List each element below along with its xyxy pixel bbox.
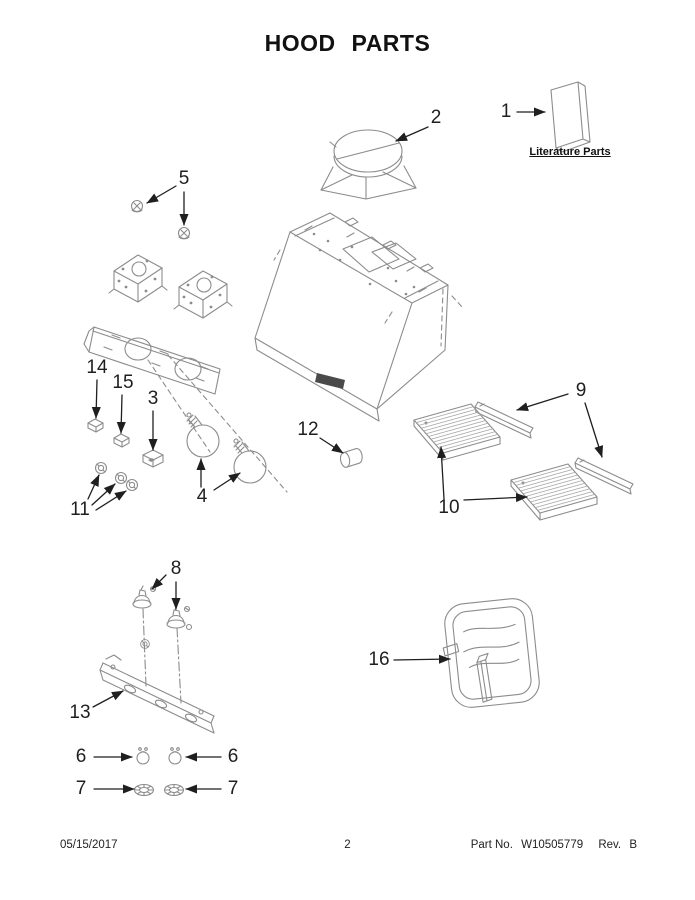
- footer-part-number: [471, 839, 637, 851]
- callout-arrow-13: [93, 691, 123, 707]
- callout-7-left: 7: [75, 778, 87, 799]
- callout-arrows: [88, 112, 602, 789]
- alignment-dashed-leaders: [148, 355, 287, 492]
- callout-1: 1: [500, 101, 512, 122]
- filter-rail-drawing: [475, 402, 633, 494]
- callout-8: 8: [170, 558, 182, 579]
- hood-body-drawing: [255, 213, 462, 421]
- callout-12: 12: [297, 419, 319, 440]
- callout-13: 13: [69, 702, 91, 723]
- keps-nut-drawing: [96, 463, 138, 491]
- charcoal-filter-drawing: [439, 597, 541, 710]
- lens-ring-drawing: [135, 785, 184, 796]
- callout-5: 5: [178, 168, 190, 189]
- callout-15: 15: [112, 372, 134, 393]
- lamp-socket-drawing: [133, 586, 192, 703]
- callout-3: 3: [147, 388, 159, 409]
- footer-part-value: W10505779: [521, 839, 584, 851]
- spacer-drawing: [339, 448, 364, 468]
- callout-6-right: 6: [227, 746, 239, 767]
- callout-arrow-5a: [147, 186, 176, 203]
- callout-7-right: 7: [227, 778, 239, 799]
- callout-arrow-12: [320, 438, 343, 453]
- callout-arrow-11a: [88, 475, 99, 499]
- light-bulb-drawing: [187, 413, 266, 483]
- callout-arrow-11c: [96, 491, 126, 510]
- callout-16: 16: [368, 649, 390, 670]
- blower-bracket-drawing: [109, 255, 232, 318]
- callout-9: 9: [575, 380, 587, 401]
- callout-6-left: 6: [75, 746, 87, 767]
- literature-parts-caption: Literature Parts: [529, 146, 611, 158]
- callout-arrow-4b: [214, 473, 240, 490]
- callout-arrow-2: [396, 127, 428, 141]
- damper-drawing: [321, 130, 416, 199]
- small-bulb-drawing: [137, 748, 181, 764]
- footer-revision-label: Rev.: [598, 839, 622, 851]
- callout-arrow-9b: [585, 403, 602, 457]
- callout-4: 4: [196, 486, 208, 507]
- callout-14: 14: [86, 357, 108, 378]
- callout-arrow-11b: [92, 484, 115, 505]
- callout-arrow-10b: [464, 497, 527, 500]
- callout-10: 10: [438, 497, 460, 518]
- receptacle-box-drawing: [143, 450, 163, 467]
- callout-11: 11: [70, 499, 90, 520]
- callout-arrow-14: [96, 380, 97, 418]
- callout-2: 2: [430, 107, 442, 128]
- footer-date: 05/15/2017: [60, 839, 118, 851]
- callout-arrow-9a: [517, 394, 568, 410]
- page-title: HOOD PARTS: [264, 30, 431, 56]
- vent-screw-drawing: [132, 201, 190, 239]
- footer-page-number: 2: [344, 839, 351, 851]
- literature-book-drawing: [551, 82, 590, 152]
- callout-arrow-15: [121, 395, 122, 433]
- footer-part-label: Part No.: [470, 839, 513, 851]
- callout-arrow-8a: [152, 575, 166, 589]
- callout-arrow-16: [394, 659, 450, 660]
- clip-drawing: [88, 419, 129, 447]
- footer-revision-value: B: [629, 839, 637, 851]
